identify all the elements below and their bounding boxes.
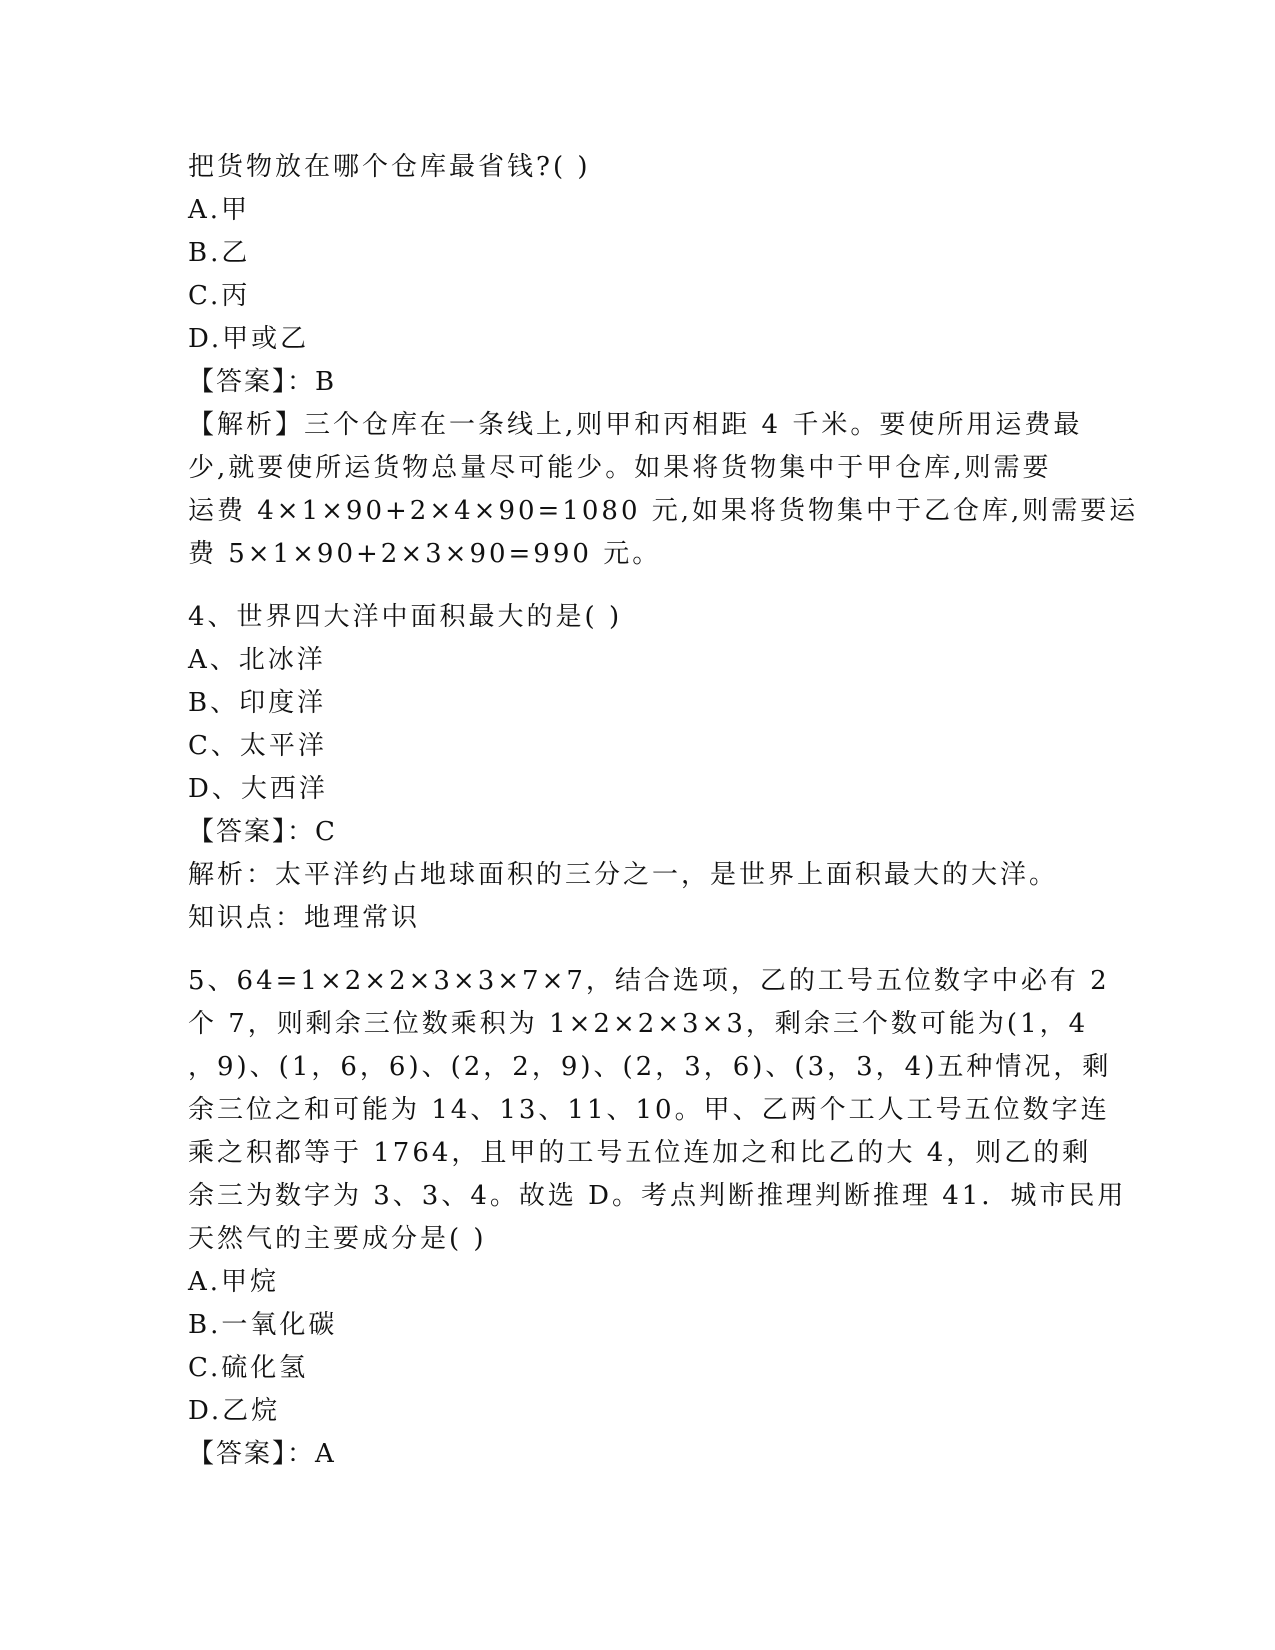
option-d: D.乙烷 [188,1396,281,1426]
body-line: 5、64=1×2×2×3×3×7×7，结合选项，乙的工号五位数字中必有 2 [188,966,1110,996]
option-b: B、印度洋 [188,688,327,718]
analysis-line: 解析：太平洋约占地球面积的三分之一，是世界上面积最大的大洋。 [188,860,1059,890]
body-line: 乘之积都等于 1764，且甲的工号五位连加之和比乙的大 4，则乙的剩 [188,1138,1092,1168]
option-a: A、北冰洋 [188,645,326,675]
spacer [188,576,1078,596]
answer-line: 【答案】：C [188,817,337,847]
option-b: B.一氧化碳 [188,1310,338,1340]
question-stem: 把货物放在哪个仓库最省钱?( ) [188,152,591,182]
knowledge-point: 知识点：地理常识 [188,903,421,933]
option-d: D、大西洋 [188,774,328,804]
option-c: C.硫化氢 [188,1353,309,1383]
body-line: 余三为数字为 3、3、4。故选 D。考点判断推理判断推理 41．城市民用 [188,1181,1127,1211]
option-d: D.甲或乙 [188,324,310,354]
spacer [188,940,1078,960]
analysis-line: 少,就要使所运货物总量尽可能少。如果将货物集中于甲仓库,则需要 [188,453,1052,483]
option-a: A.甲 [188,195,251,225]
answer-line: 【答案】：A [188,1439,336,1469]
option-a: A.甲烷 [188,1267,280,1297]
question-stem: 天然气的主要成分是( ) [188,1224,487,1254]
body-line: ，9)、(1，6，6)、(2，2，9)、(2，3，6)、(3，3，4)五种情况，剩 [188,1052,1112,1082]
analysis-line: 运费 4×1×90+2×4×90=1080 元,如果将货物集中于乙仓库,则需要运 [188,496,1139,526]
question-stem: 4、世界四大洋中面积最大的是( ) [188,602,623,632]
option-c: C、太平洋 [188,731,327,761]
body-line: 个 7，则剩余三位数乘积为 1×2×2×3×3，剩余三个数可能为(1，4 [188,1009,1089,1039]
analysis-line: 【解析】三个仓库在一条线上,则甲和丙相距 4 千米。要使所用运费最 [188,410,1083,440]
page-content [188,146,1139,1476]
body-line: 余三位之和可能为 14、13、11、10。甲、乙两个工人工号五位数字连 [188,1095,1110,1125]
answer-line: 【答案】：B [188,367,337,397]
option-b: B.乙 [188,238,251,268]
option-c: C.丙 [188,281,251,311]
analysis-line: 费 5×1×90+2×3×90=990 元。 [188,539,662,569]
